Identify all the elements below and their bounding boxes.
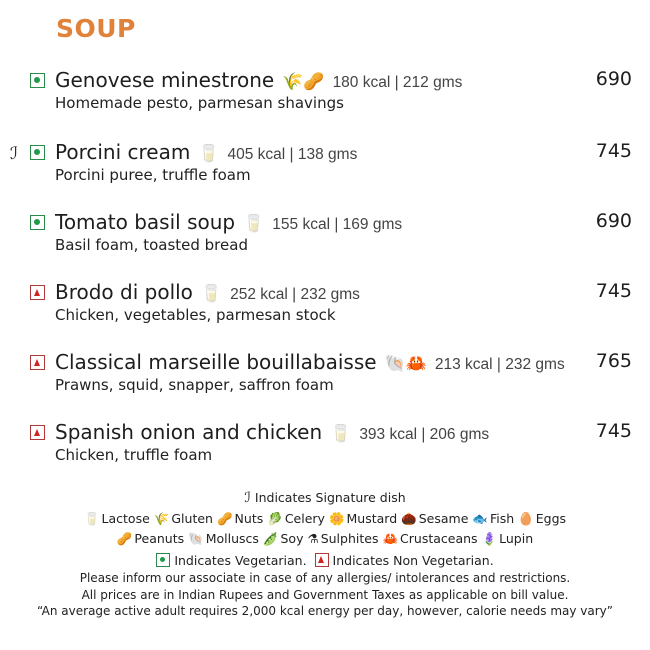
nonveg-icon — [315, 553, 329, 567]
item-nutrition: 252 kcal | 232 gms — [230, 286, 360, 303]
allergy-note: Please inform our associate in case of any allergies/ intolerances and restrictions. — [79, 571, 571, 585]
legend-molluscs — [188, 531, 259, 547]
legend-sulphites — [307, 531, 378, 546]
lactose-icon: 🥛 — [330, 424, 352, 444]
nonveg-legend-text: Indicates Non Vegetarian. — [332, 553, 494, 568]
veg-legend-text: Indicates Vegetarian. — [174, 553, 307, 568]
item-name: Classical marseille bouillabaisse — [55, 350, 377, 374]
veg-icon — [156, 553, 170, 567]
lactose-icon: 🥛 — [198, 144, 220, 164]
legend-nuts — [217, 511, 263, 527]
item-description: Chicken, truffle foam — [55, 446, 213, 464]
legend-label: Crustaceans — [400, 531, 478, 546]
item-nutrition: 393 kcal | 206 gms — [359, 426, 490, 443]
nuts-icon: 🥜 — [216, 511, 233, 526]
menu-item — [0, 210, 650, 260]
legend-label: Celery — [284, 511, 325, 526]
menu-item — [0, 420, 650, 470]
legend-eggs — [518, 511, 566, 527]
item-name: Spanish onion and chicken — [55, 420, 323, 444]
nonveg-icon — [30, 285, 45, 300]
legend — [0, 490, 650, 620]
legend-label: Mustard — [346, 511, 398, 526]
menu-item — [0, 350, 650, 400]
lactose-icon: 🥛 — [243, 214, 265, 234]
legend-label: Sulphites — [320, 531, 379, 546]
legend-label: Nuts — [234, 511, 264, 526]
legend-label: Molluscs — [205, 531, 259, 546]
veg-icon — [30, 73, 45, 88]
allergen-legend-row-2 — [0, 531, 650, 547]
legend-sesame — [401, 511, 468, 527]
section-title: SOUP — [56, 14, 136, 43]
peanuts-icon: 🥜 — [116, 531, 133, 546]
item-description: Basil foam, toasted bread — [55, 236, 248, 254]
crustaceans-icon: 🦀 — [382, 531, 399, 546]
mustard-icon: 🌼 — [328, 511, 345, 526]
eggs-icon: 🥚 — [518, 511, 534, 526]
item-nutrition: 213 kcal | 232 gms — [434, 356, 565, 373]
soy-icon: 🫛 — [262, 531, 279, 546]
legend-label: Peanuts — [134, 531, 185, 546]
gluten-icon nuts-icon: 🌾🥜 — [282, 72, 325, 92]
item-price: 745 — [595, 280, 632, 302]
item-nutrition: 155 kcal | 169 gms — [272, 216, 403, 233]
item-price: 690 — [595, 68, 632, 90]
item-name: Porcini cream — [55, 140, 191, 164]
legend-label: Eggs — [535, 511, 567, 526]
item-description: Porcini puree, truffle foam — [55, 166, 251, 184]
signature-icon: ℐ — [244, 490, 251, 506]
item-name: Tomato basil soup — [55, 210, 236, 234]
lactose-icon: 🥛 — [200, 284, 223, 304]
sesame-icon: 🌰 — [401, 511, 417, 526]
legend-label: Soy — [280, 531, 304, 546]
calorie-note: “An average active adult requires 2,000 kcal energy per day, however, calorie needs may vary” — [37, 604, 613, 618]
gluten-icon: 🌾 — [153, 511, 170, 526]
legend-celery — [267, 511, 325, 527]
menu-item — [0, 140, 650, 190]
item-description: Chicken, vegetables, parmesan stock — [55, 306, 336, 324]
legend-label: Lactose — [101, 511, 150, 526]
legend-gluten — [154, 511, 213, 527]
legend-label: Fish — [489, 511, 515, 526]
menu-item — [0, 280, 650, 330]
molluscs-icon: 🐚 — [188, 531, 204, 546]
fish-icon: 🐟 — [472, 511, 488, 526]
lactose-icon: 🥛 — [83, 511, 100, 526]
legend-mustard — [329, 511, 397, 527]
nonveg-icon — [30, 425, 45, 440]
legend-fish — [472, 511, 514, 527]
legend-peanuts — [117, 531, 184, 547]
molluscs-icon crustaceans-icon: 🐚🦀 — [384, 354, 427, 374]
menu-item — [0, 68, 650, 118]
item-price: 765 — [595, 350, 632, 372]
item-name: Brodo di pollo — [55, 280, 193, 304]
sulphites-icon: ⚗ — [307, 531, 319, 546]
legend-label: Gluten — [171, 511, 213, 526]
legend-soy — [263, 531, 304, 547]
allergen-legend-row-1 — [0, 511, 650, 527]
item-price: 745 — [595, 420, 632, 442]
item-description: Homemade pesto, parmesan shavings — [55, 94, 344, 112]
item-nutrition: 180 kcal | 212 gms — [332, 74, 463, 91]
legend-crustaceans — [382, 531, 477, 547]
item-nutrition: 405 kcal | 138 gms — [227, 146, 358, 163]
veg-icon — [30, 215, 45, 230]
signature-legend-text: Indicates Signature dish — [254, 490, 406, 505]
veg-icon — [30, 145, 45, 160]
legend-label: Sesame — [418, 511, 469, 526]
legend-label: Lupin — [499, 531, 534, 546]
legend-lactose — [84, 511, 150, 527]
item-price: 690 — [595, 210, 632, 232]
signature-icon: ℐ — [10, 144, 18, 164]
item-name: Genovese minestrone — [55, 68, 275, 92]
celery-icon: 🥬 — [267, 511, 283, 526]
nonveg-icon — [30, 355, 45, 370]
price-note: All prices are in Indian Rupees and Government Taxes as applicable on bill value. — [81, 587, 569, 602]
item-description: Prawns, squid, snapper, saffron foam — [55, 376, 334, 394]
lupin-icon: 🪻 — [481, 531, 498, 546]
legend-lupin — [482, 531, 534, 547]
item-price: 745 — [595, 140, 632, 162]
